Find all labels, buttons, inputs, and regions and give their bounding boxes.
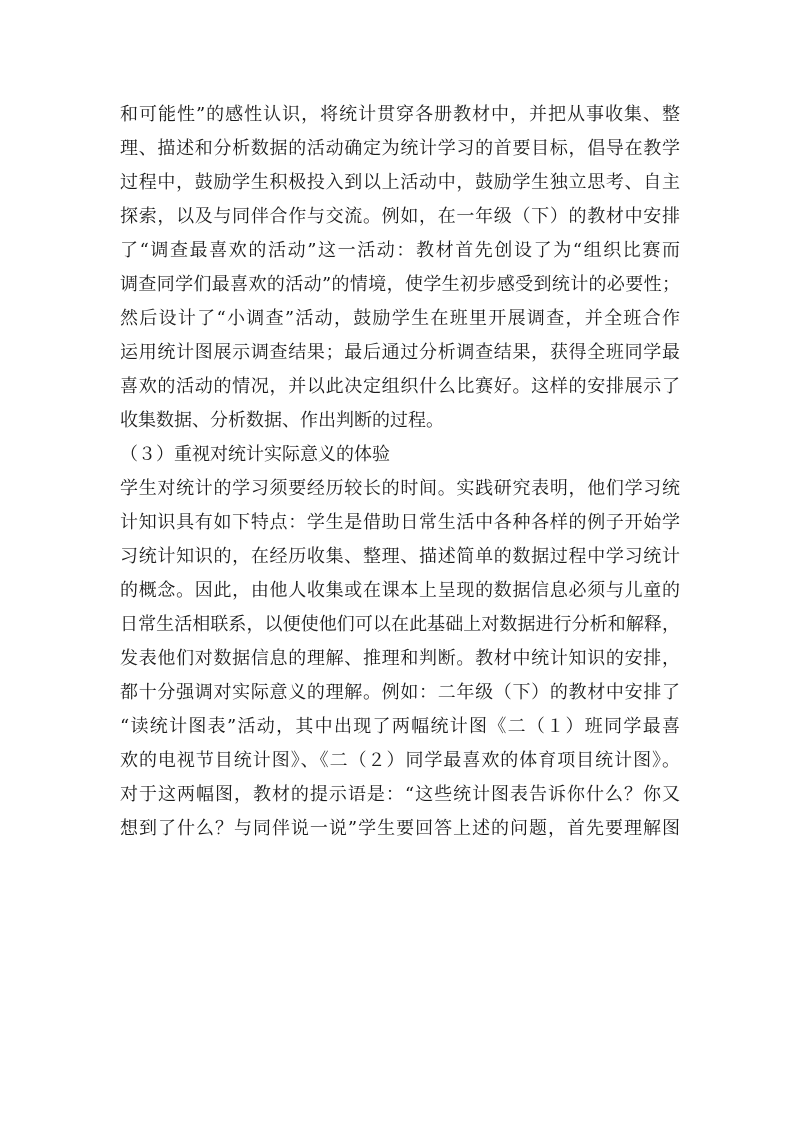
paragraph-2-line: 习统计知识的，在经历收集、整理、描述简单的数据过程中学习统计 [120,546,680,567]
paragraph-1-line: 收集数据、分析数据、作出判断的过程。 [120,410,444,431]
paragraph-2-line: 计知识具有如下特点：学生是借助日常生活中各种各样的例子开始学 [120,512,680,533]
paragraph-2-line: 欢的电视节目统计图》、《二（２）同学最喜欢的体育项目统计图》。 [120,750,680,771]
paragraph-1-line: 了“调查最喜欢的活动”这一活动：教材首先创设了为“组织比赛而 [120,240,680,261]
paragraph-1-line: 理、描述和分析数据的活动确定为统计学习的首要目标，倡导在教学 [120,138,680,159]
paragraph-2-line: 发表他们对数据信息的理解、推理和判断。教材中统计知识的安排， [120,648,680,669]
paragraph-2-line: 日常生活相联系，以便使他们可以在此基础上对数据进行分析和解释， [120,614,680,635]
paragraph-2-line: 的概念。因此，由他人收集或在课本上呈现的数据信息必须与儿童的 [120,580,680,601]
body-text [120,98,680,846]
paragraph-2-line: “读统计图表”活动，其中出现了两幅统计图《二（１）班同学最喜 [120,716,680,737]
paragraph-1-line: 然后设计了“小调查”活动，鼓励学生在班里开展调查，并全班合作 [120,308,680,329]
paragraph-1-line: 和可能性”的感性认识，将统计贯穿各册教材中，并把从事收集、整 [120,104,680,125]
paragraph-1-line: 喜欢的活动的情况，并以此决定组织什么比赛好。这样的安排展示了 [120,376,680,397]
paragraph-2-line: 都十分强调对实际意义的理解。例如：二年级（下）的教材中安排了 [120,682,680,703]
paragraph-1-line: 运用统计图展示调查结果；最后通过分析调查结果，获得全班同学最 [120,342,680,363]
paragraph-2-line: 学生对统计的学习须要经历较长的时间。实践研究表明，他们学习统 [120,478,680,499]
paragraph-1-line: 过程中，鼓励学生积极投入到以上活动中，鼓励学生独立思考、自主 [120,172,680,193]
paragraph-2-line: 想到了什么？与同伴说一说”学生要回答上述的问题，首先要理解图 [120,818,680,839]
section-heading: （３）重视对统计实际意义的体验 [120,444,390,465]
paragraph-1-line: 探索，以及与同伴合作与交流。例如，在一年级（下）的教材中安排 [120,206,680,227]
paragraph-2-line: 对于这两幅图，教材的提示语是：“这些统计图表告诉你什么？你又 [120,784,680,805]
paragraph-1-line: 调查同学们最喜欢的活动”的情境，使学生初步感受到统计的必要性； [120,274,680,295]
